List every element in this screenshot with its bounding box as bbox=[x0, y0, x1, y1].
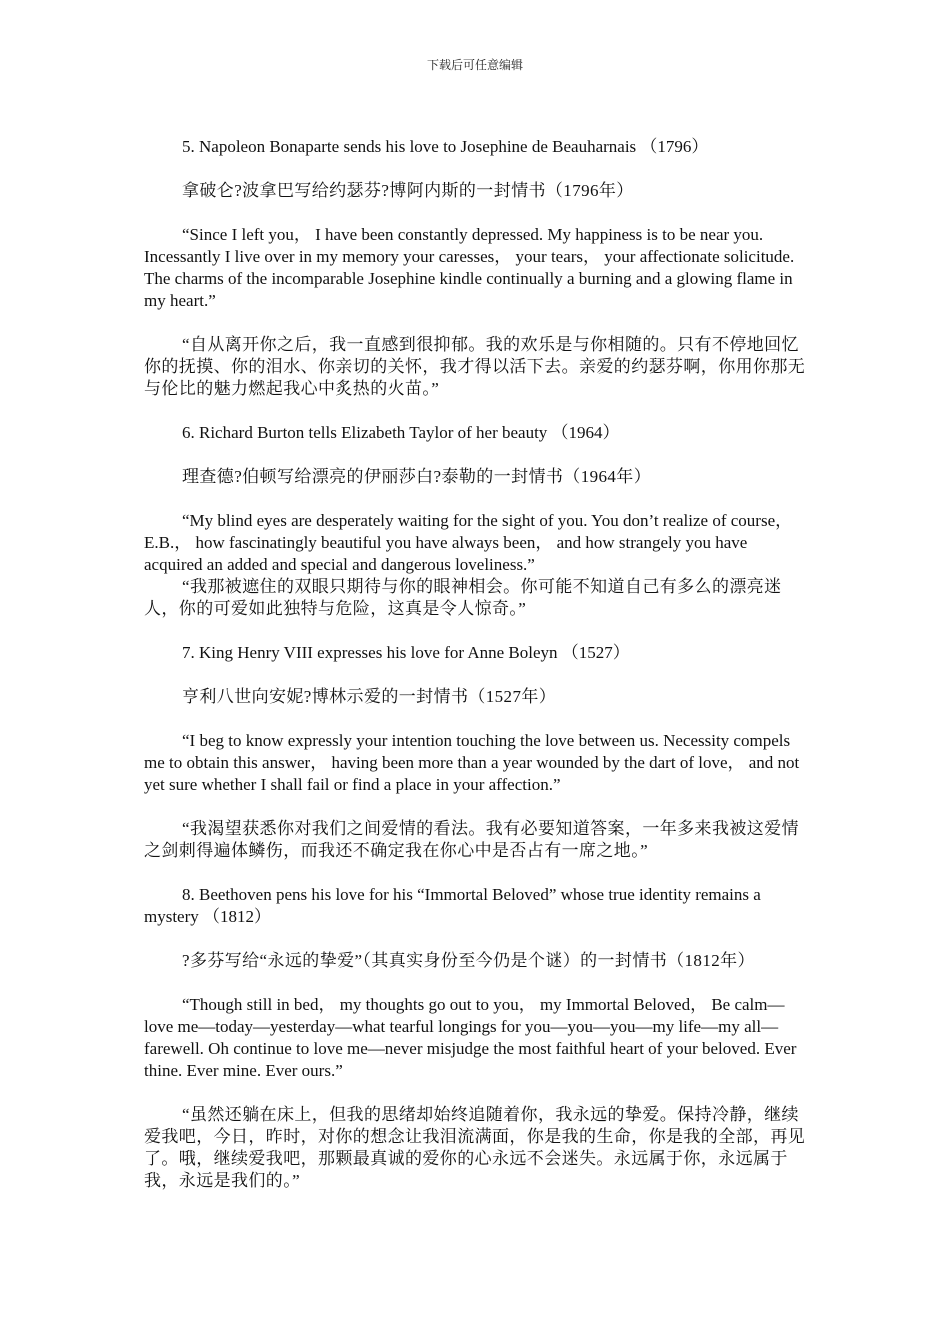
letter-text-burton-zh: “我那被遮住的双眼只期待与你的眼神相会。你可能不知道自己有多么的漂亮迷人，你的可爱如此独特与危险，这真是令人惊奇。” bbox=[144, 577, 782, 618]
letter-text-beethoven-zh: “虽然还躺在床上，但我的思绪却始终追随着你，我永远的挚爱。保持冷静，继续爱我吧，今日，昨时，对你的想念让我泪流满面，你是我的生命，你是我的全部，再见了。哦，继续爱我吧，那颗最真诚的爱你的心永远不会迷失。永远属于你，永远属于我，永远是我们的。” bbox=[144, 1105, 806, 1190]
section-heading-burton: 6. Richard Burton tells Elizabeth Taylor of her beauty （1964） bbox=[182, 423, 620, 442]
letter-text-burton: “My blind eyes are desperately waiting for the sight of you. You don’t realize of course， E.B.， how fascinatingly beautiful you have always been， and how strangely you have acquired an added and special and dangerous loveliness.” bbox=[144, 511, 793, 574]
section-heading-burton-zh: 理查德?伯顿写给漂亮的伊丽莎白?泰勒的一封情书（1964年） bbox=[182, 467, 652, 486]
letter-text-henry: “I beg to know expressly your intention touching the love between us. Necessity compels me to obtain this answer， having been more than a year wounded by the dart of love， and not yet sure whether I shall fail or find a place in your affection.” bbox=[144, 731, 800, 794]
letter-text-napoleon-zh: “自从离开你之后，我一直感到很抑郁。我的欢乐是与你相随的。只有不停地回忆你的抚摸、你的泪水、你亲切的关怀，我才得以活下去。亲爱的约瑟芬啊，你用你那无与伦比的魅力燃起我心中炙热的火苗。” bbox=[144, 335, 806, 398]
section-heading-napoleon: 5. Napoleon Bonaparte sends his love to Josephine de Beauharnais （1796） bbox=[182, 137, 709, 156]
section-heading-napoleon-zh: 拿破仑?波拿巴写给约瑟芬?博阿内斯的一封情书（1796年） bbox=[182, 181, 634, 200]
section-heading-henry: 7. King Henry VIII expresses his love for Anne Boleyn （1527） bbox=[182, 643, 630, 662]
document-body bbox=[144, 136, 806, 1192]
section-heading-beethoven-zh: ?多芬写给“永远的挚爱”（其真实身份至今仍是个谜）的一封情书（1812年） bbox=[182, 951, 755, 970]
letter-text-napoleon: “Since I left you， I have been constantly depressed. My happiness is to be near you. Incessantly I live over in my memory your caresses， your tears， your affectionate solicitude. The charms of the incomparable Josephine kindle continually a burning and a glowing flame in my heart.” bbox=[144, 225, 795, 310]
section-heading-henry-zh: 亨利八世向安妮?博林示爱的一封情书（1527年） bbox=[182, 687, 557, 706]
letter-text-beethoven: “Though still in bed， my thoughts go out to you， my Immortal Beloved， Be calm— love me—today—yesterday—what tearful longings for you—you—you—my life—my all—farewell. Oh continue to love me—never misjudge the most faithful heart of your beloved. Ever thine. Ever mine. Ever ours.” bbox=[144, 995, 797, 1080]
section-heading-beethoven: 8. Beethoven pens his love for his “Immortal Beloved” whose true identity remains a mystery （1812） bbox=[144, 885, 761, 926]
page-header: 下载后可任意编辑 bbox=[426, 58, 523, 72]
letter-text-henry-zh: “我渴望获悉你对我们之间爱情的看法。我有必要知道答案，一年多来我被这爱情之剑刺得遍体鳞伤，而我还不确定我在你心中是否占有一席之地。” bbox=[144, 819, 799, 860]
